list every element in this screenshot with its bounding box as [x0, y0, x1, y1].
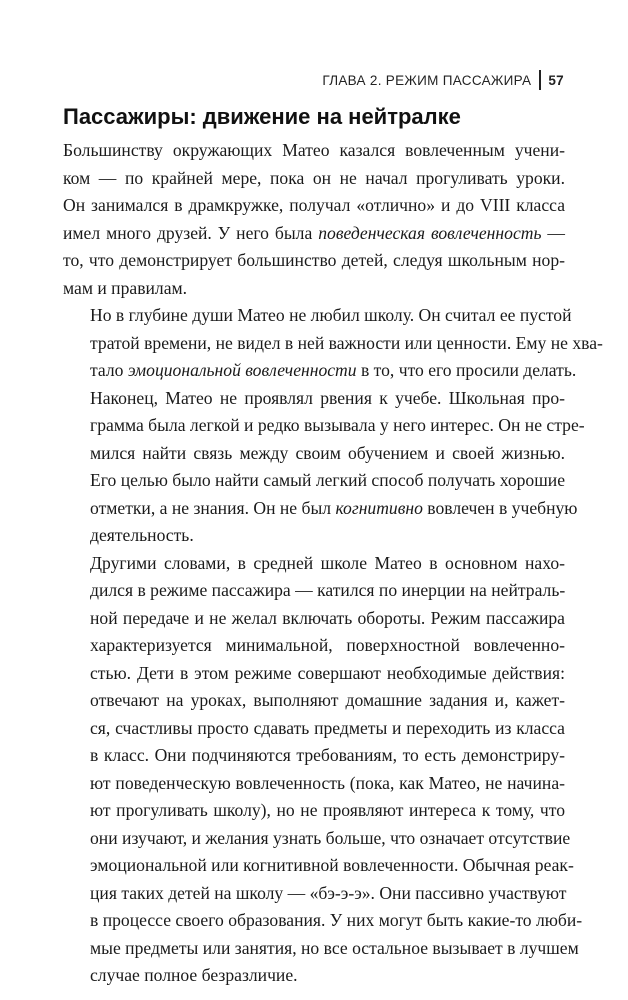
- text-line: [63, 467, 565, 495]
- paragraph: [63, 137, 565, 302]
- text-line: [63, 275, 565, 303]
- text-line: [63, 962, 565, 990]
- text-run: ют прогуливать школу), но не проявляют интереса к тому, что: [90, 800, 565, 820]
- text-line: [63, 550, 565, 578]
- text-line: [63, 935, 579, 963]
- text-line: [63, 357, 577, 385]
- text-line: [63, 770, 565, 798]
- text-run: то, что демонстрирует большинство детей, следуя школьным нор-: [63, 250, 565, 270]
- running-header: [322, 70, 564, 90]
- text-line: [63, 742, 565, 770]
- paragraph: [63, 302, 603, 385]
- text-line: [63, 165, 565, 193]
- text-run: эмоциональной или когнитивной вовлеченности. Обычная реак-: [90, 855, 574, 875]
- text-run: вовлечен в учебную: [422, 497, 578, 518]
- text-run: отвечают на уроках, выполняют домашние задания и, кажет-: [90, 690, 565, 710]
- text-run: Наконец, Матео не проявлял рвения к учебе. Школьная про-: [90, 387, 565, 408]
- text-run: отметки, а не знания. Он не был: [90, 497, 336, 518]
- text-line: [63, 632, 565, 660]
- text-line: [63, 330, 603, 358]
- text-line: [63, 247, 565, 275]
- text-run: Его целью было найти самый легкий способ получать хорошие: [90, 470, 565, 490]
- text-run: стью. Дети в этом режиме совершают необходимые действия:: [90, 662, 565, 683]
- text-run: Большинству окружающих Матео казался вовлеченным учени-: [63, 140, 565, 160]
- text-run: тратой времени, не видел в ней важности или ценности. Ему не хва-: [90, 332, 603, 353]
- text-run: ся, счастливы просто сдавать предметы и переходить из класса: [90, 717, 565, 738]
- text-line: [63, 412, 585, 440]
- text-run: —: [541, 222, 566, 243]
- text-run: имел много друзей. У него была: [63, 222, 319, 243]
- emphasis-text: эмоциональной вовлеченности: [127, 360, 357, 380]
- text-line: [63, 797, 565, 825]
- text-run: характеризуется минимальной, поверхностной вовлеченно-: [90, 635, 565, 655]
- text-line: [63, 605, 565, 633]
- text-run: деятельность.: [90, 525, 194, 545]
- text-line: [63, 137, 565, 165]
- text-line: [63, 522, 565, 550]
- page-body: [63, 103, 603, 990]
- text-run: Другими словами, в средней школе Матео в основном нахо-: [90, 552, 565, 573]
- text-run: мам и правилам.: [63, 277, 188, 298]
- text-run: Он занимался в драмкружке, получал «отлично» и до VIII класса: [63, 195, 565, 215]
- text-run: мился найти связь между своим обучением и своей жизнью.: [90, 442, 565, 463]
- text-run: ция таких детей на школу — «бэ-э-э». Они пассивно участвуют: [90, 882, 567, 903]
- text-run: в процессе своего образования. У них могут быть какие-то люби-: [90, 910, 583, 930]
- text-line: [63, 825, 571, 853]
- text-line: [63, 495, 578, 523]
- emphasis-text: поведенческая вовлеченность: [318, 222, 542, 243]
- emphasis-text: когнитивно: [335, 497, 423, 518]
- text-line: [63, 660, 565, 688]
- text-line: [63, 880, 565, 908]
- text-run: случае полное безразличие.: [90, 965, 298, 985]
- page-number: 57: [548, 72, 564, 88]
- text-line: [63, 440, 565, 468]
- text-line: [63, 192, 565, 220]
- text-run: ной передаче и не желал включать обороты. Режим пассажира: [90, 607, 565, 628]
- text-run: ют поведенческую вовлеченность (пока, как Матео, не начина-: [90, 772, 565, 793]
- text-run: Но в глубине души Матео не любил школу. Он считал ее пустой: [90, 305, 572, 325]
- text-run: тало: [90, 360, 128, 380]
- text-line: [63, 715, 565, 743]
- text-line: [63, 852, 574, 880]
- text-run: в то, что его просили делать.: [356, 360, 577, 380]
- text-run: дился в режиме пассажира — катился по инерции на нейтраль-: [90, 580, 566, 600]
- text-line: [63, 302, 572, 330]
- header-divider: [539, 70, 541, 90]
- text-run: ком — по крайней мере, пока он не начал прогуливать уроки.: [63, 167, 565, 188]
- text-run: они изучают, и желания узнать больше, что означает отсутствие: [90, 827, 571, 848]
- text-run: мые предметы или занятия, но все остальное вызывает в лучшем: [90, 937, 579, 958]
- text-run: грамма была легкой и редко вызывала у него интерес. Он не стре-: [90, 415, 585, 435]
- text-line: [63, 907, 583, 935]
- paragraph: [63, 385, 585, 550]
- text-line: [63, 385, 565, 413]
- text-line: [63, 577, 565, 605]
- text-line: [63, 220, 565, 248]
- text-line: [63, 687, 565, 715]
- body-text: [63, 137, 603, 990]
- chapter-title: ГЛАВА 2. РЕЖИМ ПАССАЖИРА: [322, 72, 532, 88]
- section-heading: Пассажиры: движение на нейтралке: [63, 104, 461, 129]
- paragraph: [63, 550, 583, 990]
- text-run: в класс. Они подчиняются требованиям, то есть демонстриру-: [90, 745, 565, 765]
